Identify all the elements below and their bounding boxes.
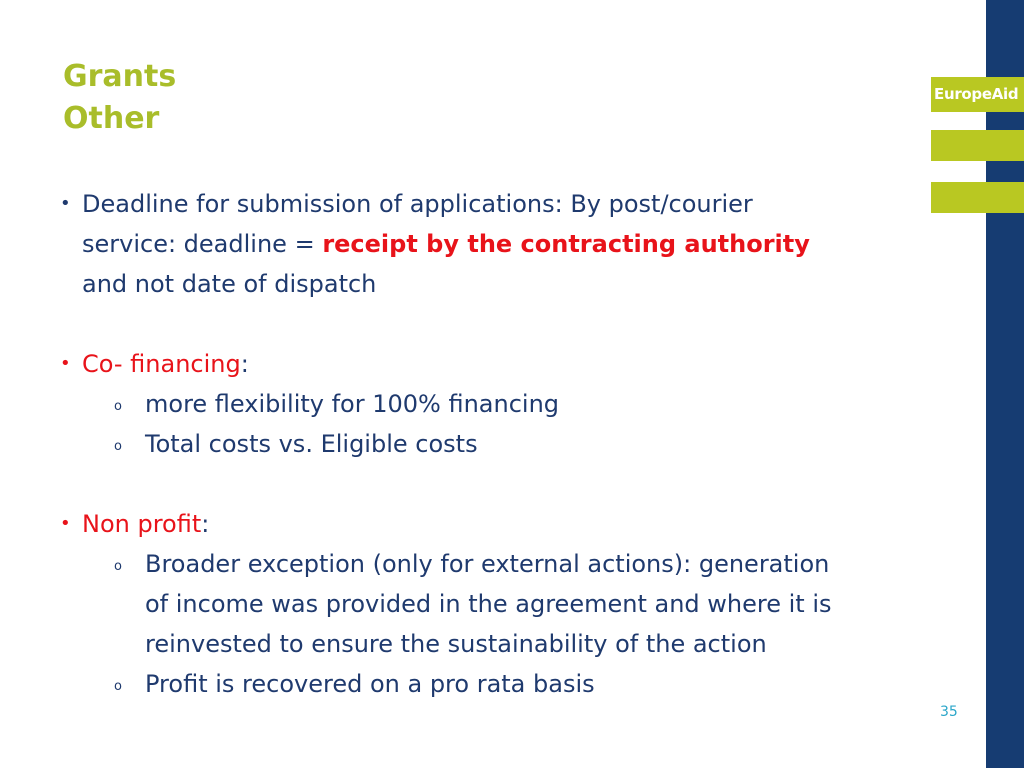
sub-item-profit-recovered-text: Profit is recovered on a pro rata basis (145, 670, 595, 698)
bullet-deadline (58, 184, 978, 304)
bullet-non-profit-label: Non profit (82, 510, 202, 538)
bullet-deadline-text: service: deadline = (82, 230, 323, 258)
sub-item-broader-exception-line3: reinvested to ensure the sustainability of the action (145, 630, 767, 658)
bullet-non-profit (58, 504, 978, 544)
bullet-marker: • (60, 353, 71, 374)
sub-item-broader-exception-line1: Broader exception (only for external actions): generation (145, 550, 830, 578)
bullet-co-financing-colon: : (240, 350, 249, 378)
slide-content (58, 184, 978, 704)
spacer (58, 304, 978, 344)
sub-bullet-marker: o (114, 439, 122, 454)
sub-item-total-costs (58, 424, 978, 464)
bullet-deadline-line3: and not date of dispatch (82, 270, 377, 298)
bullet-non-profit-colon: : (201, 510, 210, 538)
bullet-deadline-line1: Deadline for submission of applications: By post/courier (82, 190, 753, 218)
sub-item-total-costs-text: Total costs vs. Eligible costs (145, 430, 478, 458)
sub-bullet-marker: o (114, 399, 122, 414)
slide-title-line2: Other (63, 101, 160, 136)
sub-item-broader-exception-line2: of income was provided in the agreement and where it is (145, 590, 832, 618)
sidebar-blue-bar (986, 0, 1024, 768)
slide-title (63, 56, 176, 140)
sub-bullet-marker: o (114, 679, 122, 694)
europeaid-logo-text: EuropeAid (934, 85, 1019, 103)
bullet-marker: • (60, 193, 71, 214)
bullet-deadline-highlight: receipt by the contracting authority (322, 230, 810, 258)
sub-bullet-marker: o (114, 559, 122, 574)
sub-item-broader-exception (58, 544, 978, 664)
spacer (58, 464, 978, 504)
sub-item-flexibility (58, 384, 978, 424)
bullet-co-financing (58, 344, 978, 384)
green-accent-strip-1 (931, 130, 1024, 161)
bullet-co-financing-label: Co- financing (82, 350, 241, 378)
slide-title-line1: Grants (63, 59, 177, 94)
bullet-deadline-line2 (82, 224, 978, 264)
sub-item-flexibility-text: more flexibility for 100% financing (145, 390, 560, 418)
europeaid-logo (931, 77, 1024, 112)
sub-item-profit-recovered (58, 664, 978, 704)
bullet-marker: • (60, 513, 71, 534)
page-number: 35 (940, 704, 958, 720)
